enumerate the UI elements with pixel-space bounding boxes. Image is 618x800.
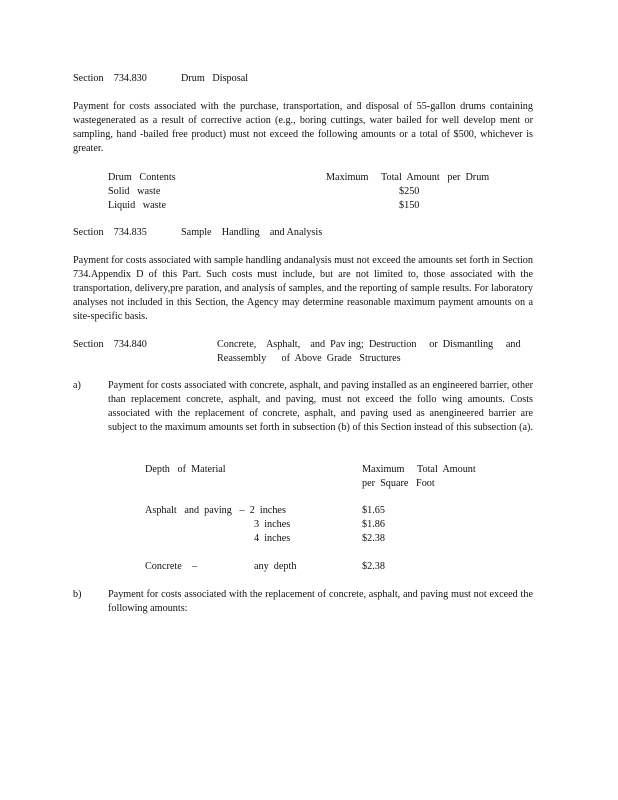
subsection-a-label: a) bbox=[73, 380, 81, 391]
section-734-835-title: Sample Handling and Analysis bbox=[181, 227, 323, 238]
concrete-row-amount: $2.38 bbox=[362, 561, 385, 572]
table-header-max-amount: Maximum Total Amount bbox=[362, 464, 476, 475]
table-row-amount: $1.65 bbox=[362, 505, 385, 516]
table-row-amount: $2.38 bbox=[362, 533, 385, 544]
subsection-a-body: Payment for costs associated with concrete, asphalt, and paving installed as an engineered barrier, other than replacement concrete, asphalt, and paving, must not exceed the follo wing amounts. Costs associated with the replacement of concrete, asphalt, and paving used as anengineered barrier are subject to the maximum amounts set forth in subsection (b) of this Section instead of this subsection (a). bbox=[108, 380, 533, 433]
table-row-depth: 4 inches bbox=[254, 533, 291, 544]
section-734-830-body: Payment for costs associated with the purchase, transportation, and disposal of 55-gallon drums containing wastegenerated as a result of corrective action (e.g., boring cuttings, water bailed for well develop ment or sampling, hand -bailed free product) must not exceed the following amounts or a total of $500, whichever is greater. bbox=[73, 101, 533, 154]
concrete-row-depth: any depth bbox=[254, 561, 297, 572]
table-row-item: Liquid waste bbox=[108, 200, 167, 211]
table-header-depth: Depth of Material bbox=[145, 464, 226, 475]
section-734-840-title-line1: Concrete, Asphalt, and Pav ing; Destruction or Dismantling and bbox=[217, 339, 521, 350]
table-row-amount: $150 bbox=[399, 200, 420, 211]
section-734-840-number: Section 734.840 bbox=[73, 339, 147, 350]
subsection-b-label: b) bbox=[73, 589, 82, 600]
table-row-amount: $250 bbox=[399, 186, 420, 197]
table-row-amount: $1.86 bbox=[362, 519, 385, 530]
table-row-depth: 3 inches bbox=[254, 519, 291, 530]
subsection-b-body: Payment for costs associated with the replacement of concrete, asphalt, and paving must not exceed the following amounts: bbox=[108, 589, 533, 614]
section-734-840-title-line2: Reassembly of Above Grade Structures bbox=[217, 353, 401, 364]
section-734-835-number: Section 734.835 bbox=[73, 227, 147, 238]
table-header-per-square-foot: per Square Foot bbox=[362, 478, 435, 489]
table-header-drum-contents: Drum Contents bbox=[108, 172, 176, 183]
section-734-830-title: Drum Disposal bbox=[181, 73, 249, 84]
table-row-item: Solid waste bbox=[108, 186, 161, 197]
asphalt-row-label: Asphalt and paving – 2 inches bbox=[145, 505, 286, 516]
section-734-830-number: Section 734.830 bbox=[73, 73, 147, 84]
table-header-max-amount: Maximum Total Amount per Drum bbox=[326, 172, 490, 183]
concrete-row-label: Concrete – bbox=[145, 561, 198, 572]
section-734-835-body: Payment for costs associated with sample handling andanalysis must not exceed the amounts set forth in Section 734.Appendix D of this Part. Such costs must include, but are not limited to, those associated with the transportation, delivery,pre paration, and analysis of samples, and the reporting of sample results. For laboratory analyses not included in this Section, the Agency may determine reasonable maximum payment amounts on a site-specific basis. bbox=[73, 255, 533, 322]
